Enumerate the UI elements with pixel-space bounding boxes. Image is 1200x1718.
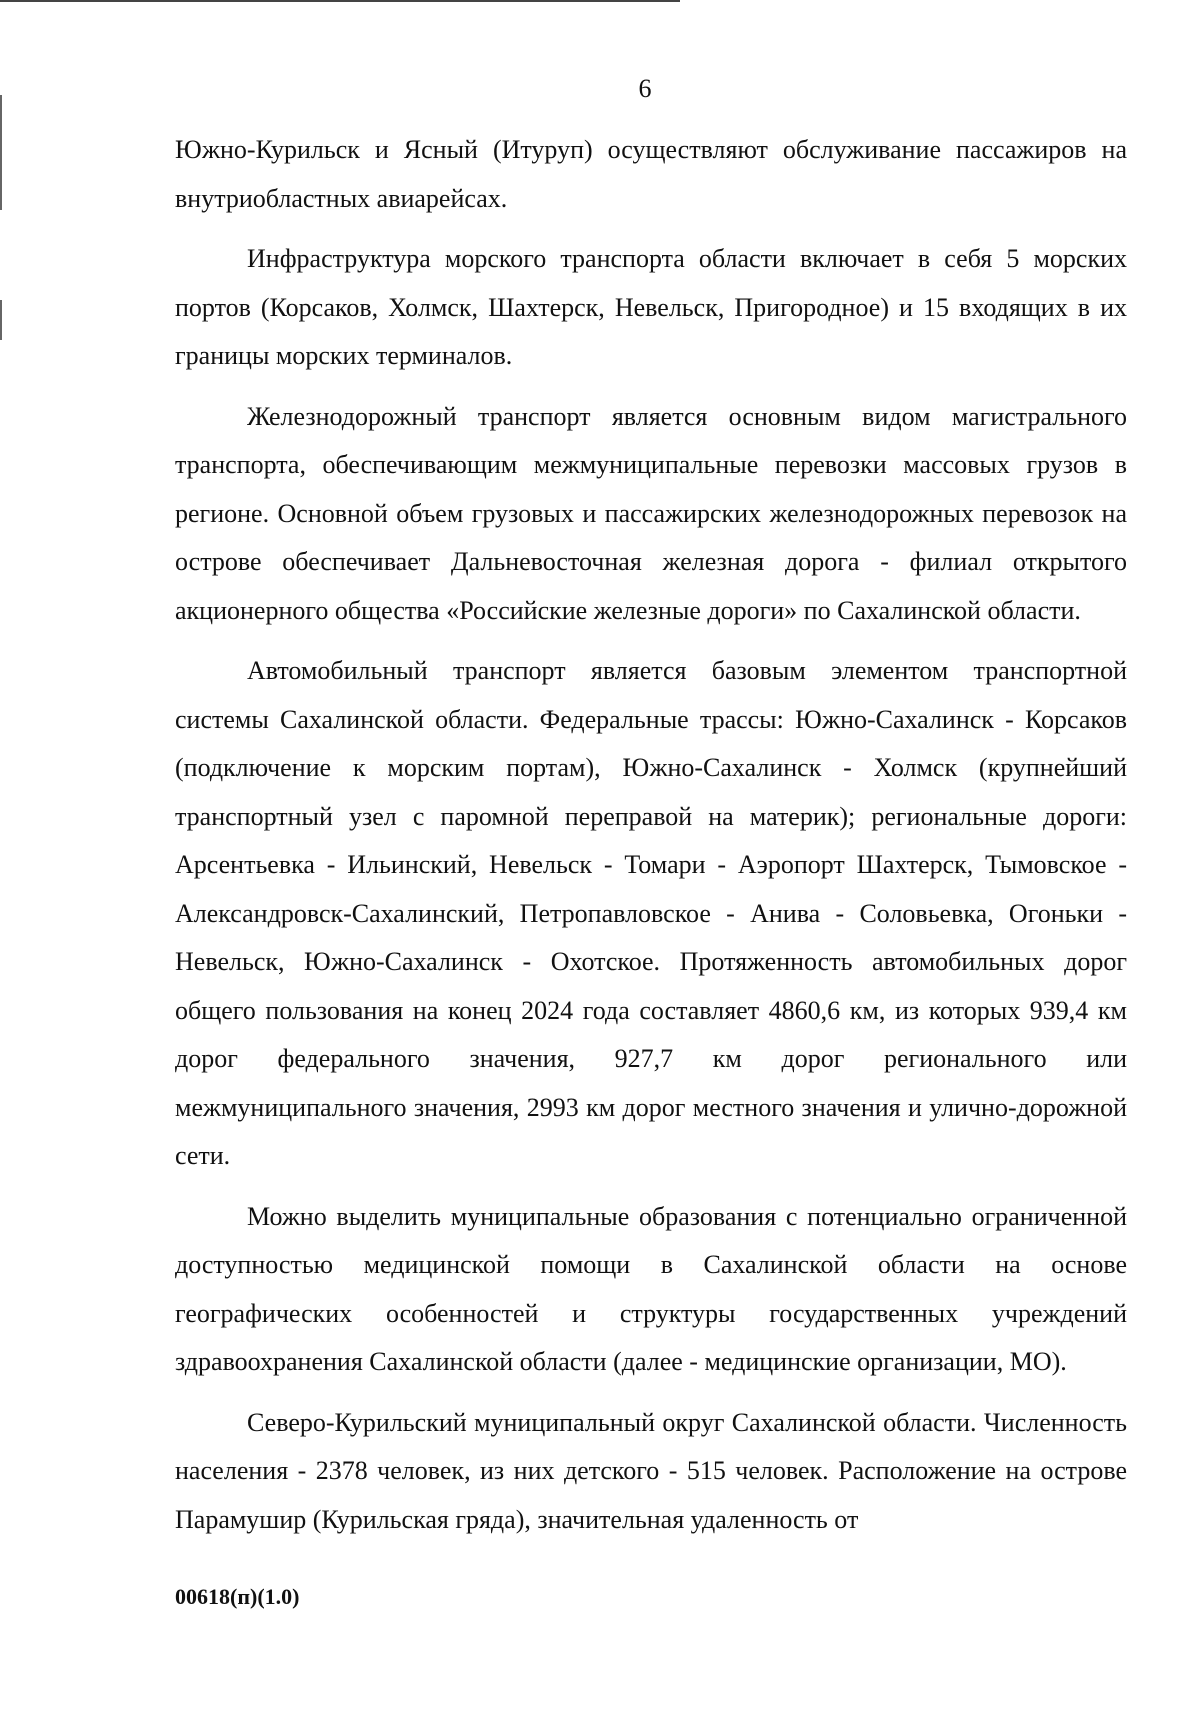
- top-scan-rule: [0, 0, 680, 2]
- paragraph-air-transport: Южно-Курильск и Ясный (Итуруп) осуществляют обслуживание пассажиров на внутриобластных авиарейсах.: [175, 135, 1127, 213]
- paragraph-medical-access: Можно выделить муниципальные образования с потенциально ограниченной доступностью медицинской помощи в Сахалинской области на основе географических особенностей и структуры государственных учреждений здравоохранения Сахалинской области (далее - медицинские организации, МО).: [175, 1201, 1127, 1376]
- left-scan-mark: [0, 95, 2, 210]
- document-body: [175, 126, 1127, 1556]
- page-number: 6: [638, 74, 652, 103]
- left-scan-mark: [0, 300, 2, 340]
- paragraph-road-transport: Автомобильный транспорт является базовым элементом транспортной системы Сахалинской области. Федеральные трассы: Южно-Сахалинск - Корсаков (подключение к морским портам), Южно-Сахалинск - Холмск (крупнейший транспортный узел с паромной переправой на материк); региональные дороги: Арсентьевка - Ильинский, Невельск - Томари - Аэропорт Шахтерск, Тымовское - Александровск-Сахалинский, Петропавловское - Анива - Соловьевка, Огоньки - Невельск, Южно-Сахалинск - Охотское. Протяженность автомобильных дорог общего пользования на конец 2024 года составляет 4860,6 км, из которых 939,4 км дорог федерального значения, 927,7 км дорог регионального или межмуниципального значения, 2993 км дорог местного значения и улично-дорожной сети.: [175, 656, 1127, 1170]
- paragraph-rail-transport: Железнодорожный транспорт является основным видом магистрального транспорта, обеспечивающим межмуниципальные перевозки массовых грузов в регионе. Основной объем грузовых и пассажирских железнодорожных перевозок на острове обеспечивает Дальневосточная железная дорога - филиал открытого акционерного общества «Российские железные дороги» по Сахалинской области.: [175, 401, 1127, 625]
- paragraph-sea-transport: Инфраструктура морского транспорта области включает в себя 5 морских портов (Корсаков, Холмск, Шахтерск, Невельск, Пригородное) и 15 входящих в их границы морских терминалов.: [175, 244, 1127, 370]
- document-code: 00618(п)(1.0): [175, 1584, 300, 1609]
- paragraph-severo-kurilsky: Северо-Курильский муниципальный округ Сахалинской области. Численность населения - 2378 человек, из них детского - 515 человек. Расположение на острове Парамушир (Курильская гряда), значительная удаленность от: [175, 1407, 1127, 1534]
